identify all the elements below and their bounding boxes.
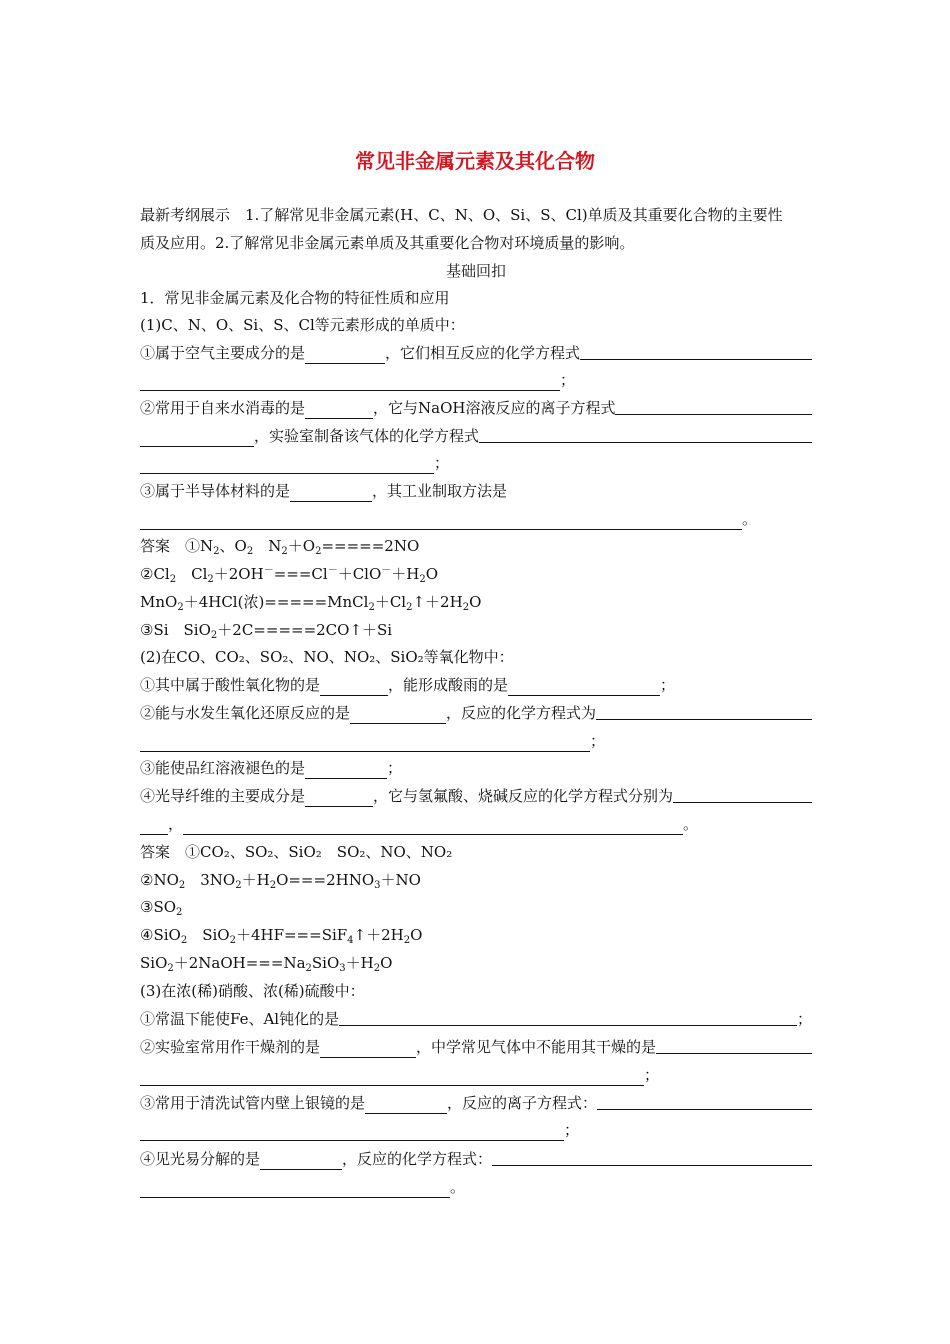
answer-text: ＋Cl: [374, 593, 407, 611]
question-text: ②实验室常用作干燥剂的是: [140, 1038, 321, 1056]
answer-text: N: [253, 537, 282, 555]
answer-blank[interactable]: [140, 736, 590, 752]
answer-blank[interactable]: [183, 819, 683, 835]
end-punct: ；: [564, 1121, 580, 1139]
answer-blank[interactable]: [479, 427, 812, 443]
end-punct: 。: [742, 510, 758, 528]
end-punct: ；: [560, 371, 576, 389]
answer-blank[interactable]: [305, 763, 387, 779]
answer-blank[interactable]: [305, 403, 373, 419]
answer-blank[interactable]: [140, 431, 254, 447]
question-text: ，: [168, 815, 184, 833]
answer-blank[interactable]: [596, 704, 812, 720]
answer-text: ＋ClO: [337, 565, 382, 583]
answer-text: O: [410, 926, 423, 944]
p1-question-c-cont: [140, 508, 812, 530]
question-text: ，反应的化学方程式为: [446, 704, 597, 722]
p1-question-b-cont2: [140, 452, 812, 474]
answer-blank[interactable]: [597, 1094, 812, 1110]
answer-text: O: [380, 954, 393, 972]
answer-blank[interactable]: [580, 344, 812, 360]
answer-blank[interactable]: [350, 708, 446, 724]
p3-question-c: [140, 1092, 812, 1114]
answer-blank[interactable]: [305, 791, 373, 807]
p2-answer-line-1: [140, 841, 812, 863]
question-text: ，中学常见气体中不能用其干燥的是: [416, 1038, 657, 1056]
answer-text: ＋2OH: [213, 565, 264, 583]
end-punct: ；: [796, 1010, 812, 1028]
question-text: ④光导纤维的主要成分是: [140, 787, 306, 805]
p2-question-b-cont: [140, 730, 812, 752]
question-text: ②能与水发生氧化还原反应的是: [140, 704, 351, 722]
answer-blank[interactable]: [140, 458, 434, 474]
p3-question-b: [140, 1036, 812, 1058]
answer-blank[interactable]: [365, 1098, 447, 1114]
answer-text: O: [469, 593, 482, 611]
question-text: ③能使品红溶液褪色的是: [140, 759, 306, 777]
p1-heading: (1)C、N、O、Si、S、Cl等元素形成的单质中：: [140, 316, 465, 334]
question-text: ，它与氢氟酸、烧碱反应的化学方程式分别为: [373, 787, 674, 805]
answer-text: SiO: [311, 954, 340, 972]
answer-text: MnO: [140, 593, 178, 611]
p1-question-a-cont: [140, 369, 812, 391]
answer-text: ③Si SiO: [140, 621, 211, 639]
end-punct: ；: [590, 732, 606, 750]
answer-text: ②Cl: [140, 565, 170, 583]
p1-answer-line-4: ③Si SiO$_2$＋2C=====2CO↑＋Si: [140, 621, 393, 641]
end-punct: 。: [450, 1178, 466, 1196]
p1-question-c: [140, 480, 812, 502]
p2-question-d-cont: [140, 813, 812, 835]
p1-answer-line-2: $②Cl_2$ $Cl_2+2OH^-===Cl^-+ClO^-+H_2O$: [140, 565, 439, 585]
question-text: ，反应的化学方程式：: [342, 1150, 493, 1168]
answer-blank[interactable]: [140, 819, 168, 835]
answer-blank[interactable]: [339, 1010, 797, 1026]
answer-text: ＋2NaOH===Na: [173, 954, 306, 972]
end-punct: ；: [644, 1066, 660, 1084]
q1-heading: 1．常见非金属元素及化合物的特征性质和应用: [140, 289, 450, 307]
answer-label: 答案: [140, 537, 171, 555]
answer-text: ===Cl: [273, 565, 328, 583]
p1-answer-line-3: MnO$_2$＋4HCl(浓)$=====MnCl_2+Cl_2↑+2H_2O$: [140, 593, 482, 613]
answer-blank[interactable]: [140, 375, 560, 391]
answer-blank[interactable]: [290, 486, 372, 502]
answer-text: 、O: [219, 537, 247, 555]
p2-question-c: [140, 757, 812, 779]
answer-blank[interactable]: [305, 348, 385, 364]
answer-text: ＋2C=====2CO↑＋Si: [217, 621, 393, 639]
answer-blank[interactable]: [140, 1182, 450, 1198]
section-heading: 基础回扣: [445, 262, 506, 280]
p1-question-a: [140, 342, 812, 364]
p2-answer-line-3: $③SO_2$: [140, 898, 183, 918]
answer-blank[interactable]: [615, 399, 812, 415]
page-title: 常见非金属元素及其化合物: [355, 149, 595, 173]
answer-text: ＋H: [345, 954, 374, 972]
p2-answer-line-5: $SiO_2+2NaOH===Na_2SiO_3+H_2O$: [140, 954, 393, 974]
question-text: ②常用于自来水消毒的是: [140, 399, 306, 417]
question-text: ①其中属于酸性氧化物的是: [140, 676, 321, 694]
question-text: ①属于空气主要成分的是: [140, 344, 306, 362]
p3-question-b-cont: [140, 1064, 812, 1086]
answer-blank[interactable]: [656, 1038, 812, 1054]
answer-blank[interactable]: [320, 1042, 416, 1058]
p3-question-a: [140, 1008, 812, 1030]
answer-text: =====2NO: [321, 537, 420, 555]
answer-text: ＋NO: [380, 871, 421, 889]
answer-text: ＋O: [287, 537, 316, 555]
answer-text: O===2HNO: [276, 871, 375, 889]
p2-question-d: [140, 785, 812, 807]
end-punct: 。: [683, 815, 699, 833]
answer-blank[interactable]: [320, 680, 388, 696]
answer-text: ＋H: [391, 565, 420, 583]
answer-blank[interactable]: [140, 514, 742, 530]
question-text: ，实验室制备该气体的化学方程式: [254, 427, 480, 445]
p3-question-c-cont: [140, 1119, 812, 1141]
answer-text: ①N: [185, 537, 214, 555]
answer-blank[interactable]: [140, 1070, 644, 1086]
answer-text: 3NO: [185, 871, 236, 889]
intro-line-2: 质及应用。2.了解常见非金属元素单质及其重要化合物对环境质量的影响。: [140, 234, 635, 252]
answer-text: ＋H: [241, 871, 270, 889]
question-text: ，它与NaOH溶液反应的离子方程式: [373, 399, 616, 417]
p3-question-d: [140, 1148, 812, 1170]
question-text: ，反应的离子方程式：: [447, 1094, 598, 1112]
answer-blank[interactable]: [673, 787, 812, 803]
answer-blank[interactable]: [140, 1125, 564, 1141]
question-text: ③属于半导体材料的是: [140, 482, 291, 500]
answer-blank[interactable]: [492, 1150, 812, 1166]
answer-text: Cl: [176, 565, 208, 583]
answer-text: ＋4HCl(浓)=====MnCl: [183, 593, 369, 611]
question-text: ③常用于清洗试管内壁上银镜的是: [140, 1094, 366, 1112]
answer-text: ↑＋2H: [353, 926, 404, 944]
question-text: ，能形成酸雨的是: [388, 676, 509, 694]
p2-answer-line-4: ④SiO$_2$ $SiO_2+4HF===SiF_4↑+2H_2O$: [140, 926, 423, 946]
end-punct: ；: [660, 676, 676, 694]
question-text: ④见光易分解的是: [140, 1150, 261, 1168]
p2-answer-line-2: $②NO_2$ $3NO_2+H_2O===2HNO_3+NO$: [140, 871, 421, 891]
answer-text: ↑＋2H: [412, 593, 463, 611]
p2-heading: (2)在CO、CO₂、SO₂、NO、NO₂、SiO₂等氧化物中：: [140, 648, 514, 666]
end-punct: ；: [387, 759, 403, 777]
answer-label: 答案: [140, 843, 171, 861]
p1-question-b: [140, 397, 812, 419]
answer-text: ③SO: [140, 898, 177, 916]
question-text: ，其工业制取方法是: [372, 482, 508, 500]
answer-text: SiO: [187, 926, 230, 944]
answer-blank[interactable]: [508, 680, 660, 696]
answer-blank[interactable]: [260, 1154, 342, 1170]
answer-text: ④SiO: [140, 926, 181, 944]
p2-question-b: [140, 702, 812, 724]
p3-heading: (3)在浓(稀)硝酸、浓(稀)硫酸中：: [140, 982, 365, 1000]
p2-question-a: [140, 674, 812, 696]
p1-answer-line-1: 答案 $①N_2$、$O_2$ $N_2+O_2=====2NO$: [140, 537, 420, 557]
answer-text: O: [425, 565, 439, 583]
answer-text: ＋4HF===SiF: [235, 926, 348, 944]
answer-text: ①CO₂、SO₂、SiO₂ SO₂、NO、NO₂: [185, 843, 453, 861]
intro-line-1: 最新考纲展示 1.了解常见非金属元素(H、C、N、O、Si、S、Cl)单质及其重要化合物的主要性: [140, 206, 783, 224]
p3-question-d-cont: [140, 1176, 812, 1198]
answer-text: SiO: [140, 954, 168, 972]
answer-text: ②NO: [140, 871, 179, 889]
end-punct: ；: [434, 454, 450, 472]
p1-question-b-cont: [140, 425, 812, 447]
question-text: ①常温下能使Fe、Al钝化的是: [140, 1010, 340, 1028]
question-text: ，它们相互反应的化学方程式: [385, 344, 581, 362]
